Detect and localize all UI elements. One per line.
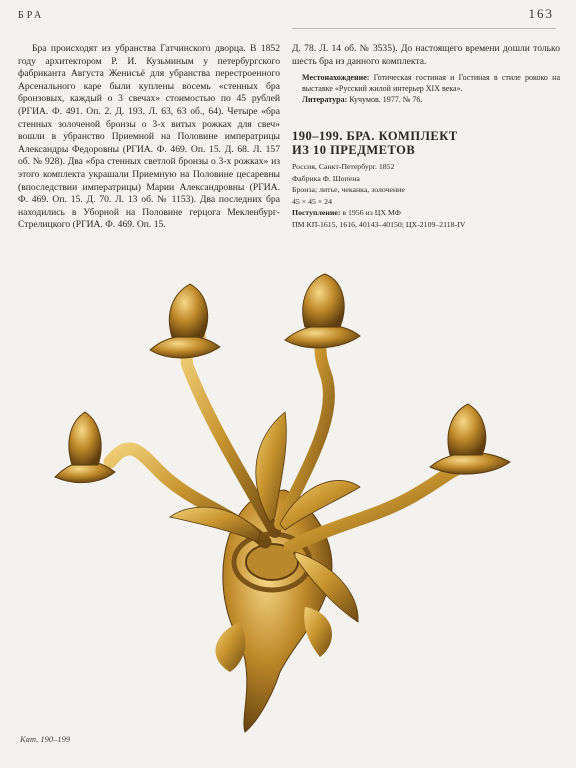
- page-number: 163: [528, 6, 554, 21]
- catalog-title-line2: ИЗ 10 ПРЕДМЕТОВ: [292, 143, 416, 158]
- candle-cup-left: [150, 284, 220, 358]
- acquisition-value: в 1956 из ЦХ МФ: [342, 208, 401, 218]
- left-column-text: Бра происходят из убранства Гатчинского дворца. В 1852 году архитектором Р. И. Кузьминым у петербургского фабриканта Августа Женисъё для убранства перестроенного Арсенального каре были куплены восемь «стенных бра бронзовых, каждый о 3 свечах» стоимостью по 45 рублей (РГИА. Ф. 491. Оп. 2. Д. 193. Л. 63, 63 об., 64). Четыре «бра стенных золоченой бронзы о 3-х витых рожках для свеч» вошли в убранство Приемной на Половине императрицы Александры Федоровны (РГИА. Ф. 469. Оп. 15. Д. 68. Л. 157 об. № 928). Два «бра стенных светлой бронзы о 3-х рожках» из этого комплекта украшали Приемную на Половине цесаревны (впоследствии императрицы) Марии Александровны (РГИА. Ф. 469. Оп. 15. Д. 70. Л. 13 об. № 1153). Два последних бра находились в Уборной на Половине герцога Мекленбург-Стрелицкого (РГИА. Ф. 469. Оп. 15.: [18, 43, 280, 231]
- figure-caption: Кат. 190–199: [20, 734, 71, 744]
- acquisition-label: Поступление:: [292, 208, 341, 218]
- catalog-dimensions: 45 × 45 × 24: [292, 196, 332, 206]
- catalog-title-line1: 190–199. БРА. КОМПЛЕКТ: [292, 129, 458, 144]
- literature-value: Кучумов. 1977. № 76.: [349, 95, 423, 105]
- left-column: [18, 43, 280, 232]
- right-column-text: Д. 78. Л. 14 об. № 3535). До настоящего времени дошли только шесть бра из данного комплекта.: [292, 43, 560, 67]
- metadata-block: [292, 72, 560, 105]
- right-column: [292, 43, 560, 230]
- location-value: Готическая гостиная и Гостиная в стиле рококо на выставке «Русский жилой интерьер XIX века».: [302, 73, 560, 94]
- catalog-inventory: ПМ КП-1615, 1616, 40143–40150; ЦХ-2109–2118-IV: [292, 219, 466, 229]
- catalog-material: Бронза; литье, чеканка, золочение: [292, 185, 405, 195]
- running-header-section: БРА: [18, 10, 45, 21]
- catalog-maker: Фабрика Ф. Шопена: [292, 173, 360, 183]
- candle-cup-far-left: [55, 412, 115, 483]
- catalog-acquisition: [292, 207, 560, 219]
- catalog-title: [292, 129, 560, 157]
- catalog-info: [292, 161, 560, 230]
- candle-cup-right: [285, 274, 360, 348]
- candle-cup-far-right: [430, 404, 510, 474]
- location-label: Местонахождение:: [302, 73, 370, 83]
- sconce-photo: [40, 262, 530, 742]
- literature-label: Литература:: [302, 95, 348, 105]
- header-rule: [292, 28, 556, 29]
- catalog-place: Россия, Санкт-Петербург. 1852: [292, 162, 395, 172]
